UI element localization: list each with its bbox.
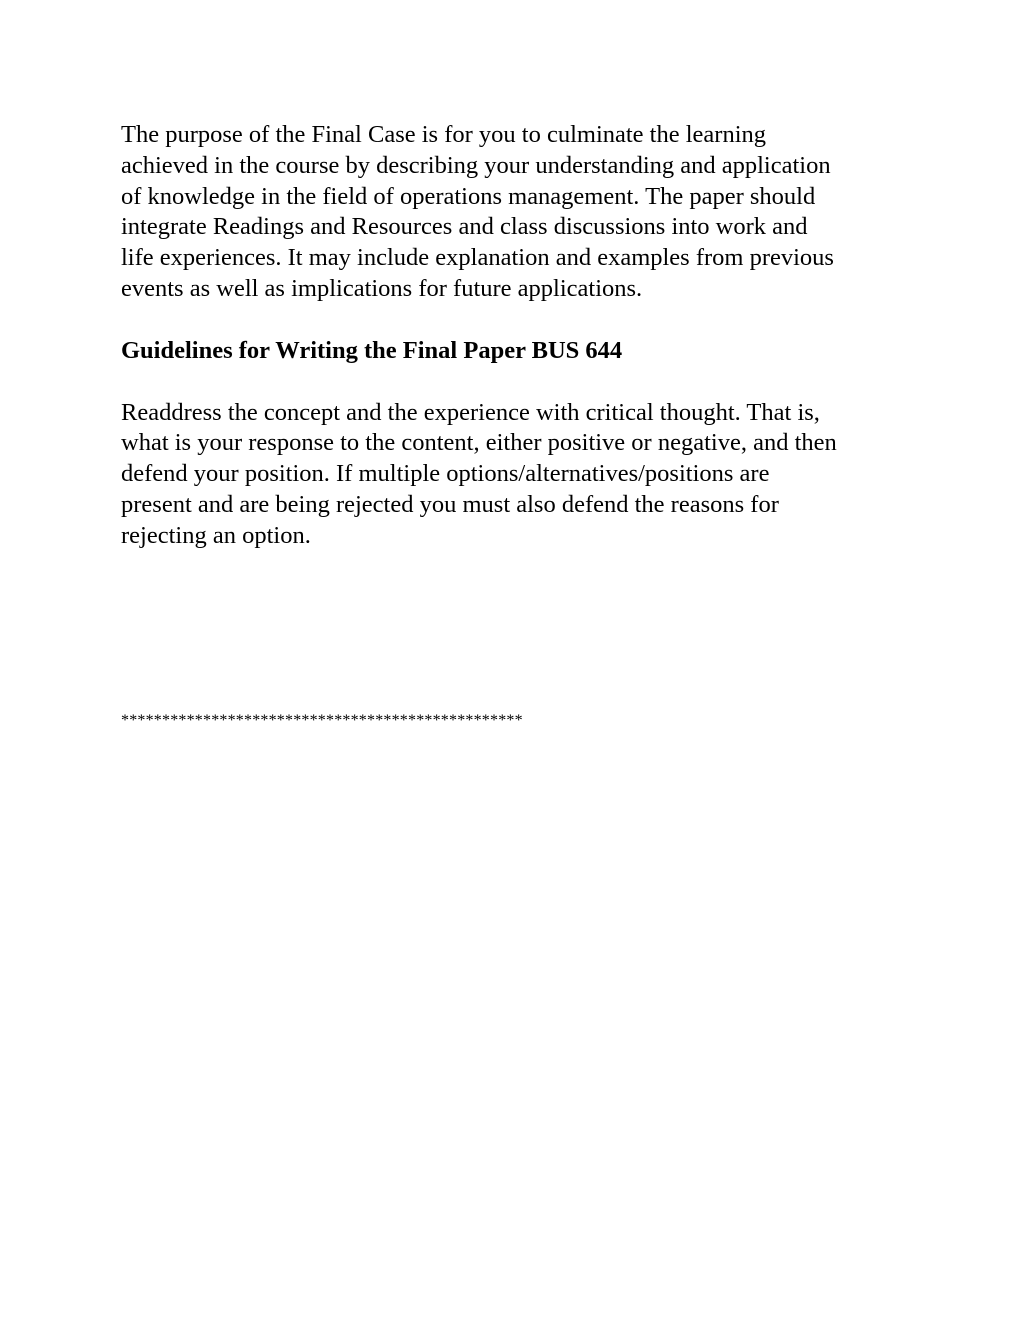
text-line: rejecting an option. — [121, 521, 311, 549]
text-line: life experiences. It may include explanation and examples from previous — [121, 244, 834, 272]
document-body — [121, 120, 921, 731]
text-line: achieved in the course by describing your understanding and application — [121, 151, 831, 179]
text-line: Readdress the concept and the experience with critical thought. That is, — [121, 398, 820, 426]
text-line: events as well as implications for future applications. — [121, 274, 643, 302]
text-line: integrate Readings and Resources and class discussions into work and — [121, 213, 808, 241]
text-line: of knowledge in the field of operations management. The paper should — [121, 182, 816, 210]
text-line: present and are being rejected you must also defend the reasons for — [121, 490, 779, 518]
text-line: what is your response to the content, either positive or negative, and then — [121, 429, 837, 457]
section-heading: Guidelines for Writing the Final Paper BUS 644 — [121, 336, 623, 364]
guidelines-paragraph — [121, 398, 921, 552]
asterisk-separator: ************************************************* — [121, 711, 523, 729]
text-line: The purpose of the Final Case is for you to culminate the learning — [121, 121, 767, 148]
intro-paragraph — [121, 120, 921, 305]
text-line: defend your position. If multiple options/alternatives/positions are — [121, 460, 770, 488]
